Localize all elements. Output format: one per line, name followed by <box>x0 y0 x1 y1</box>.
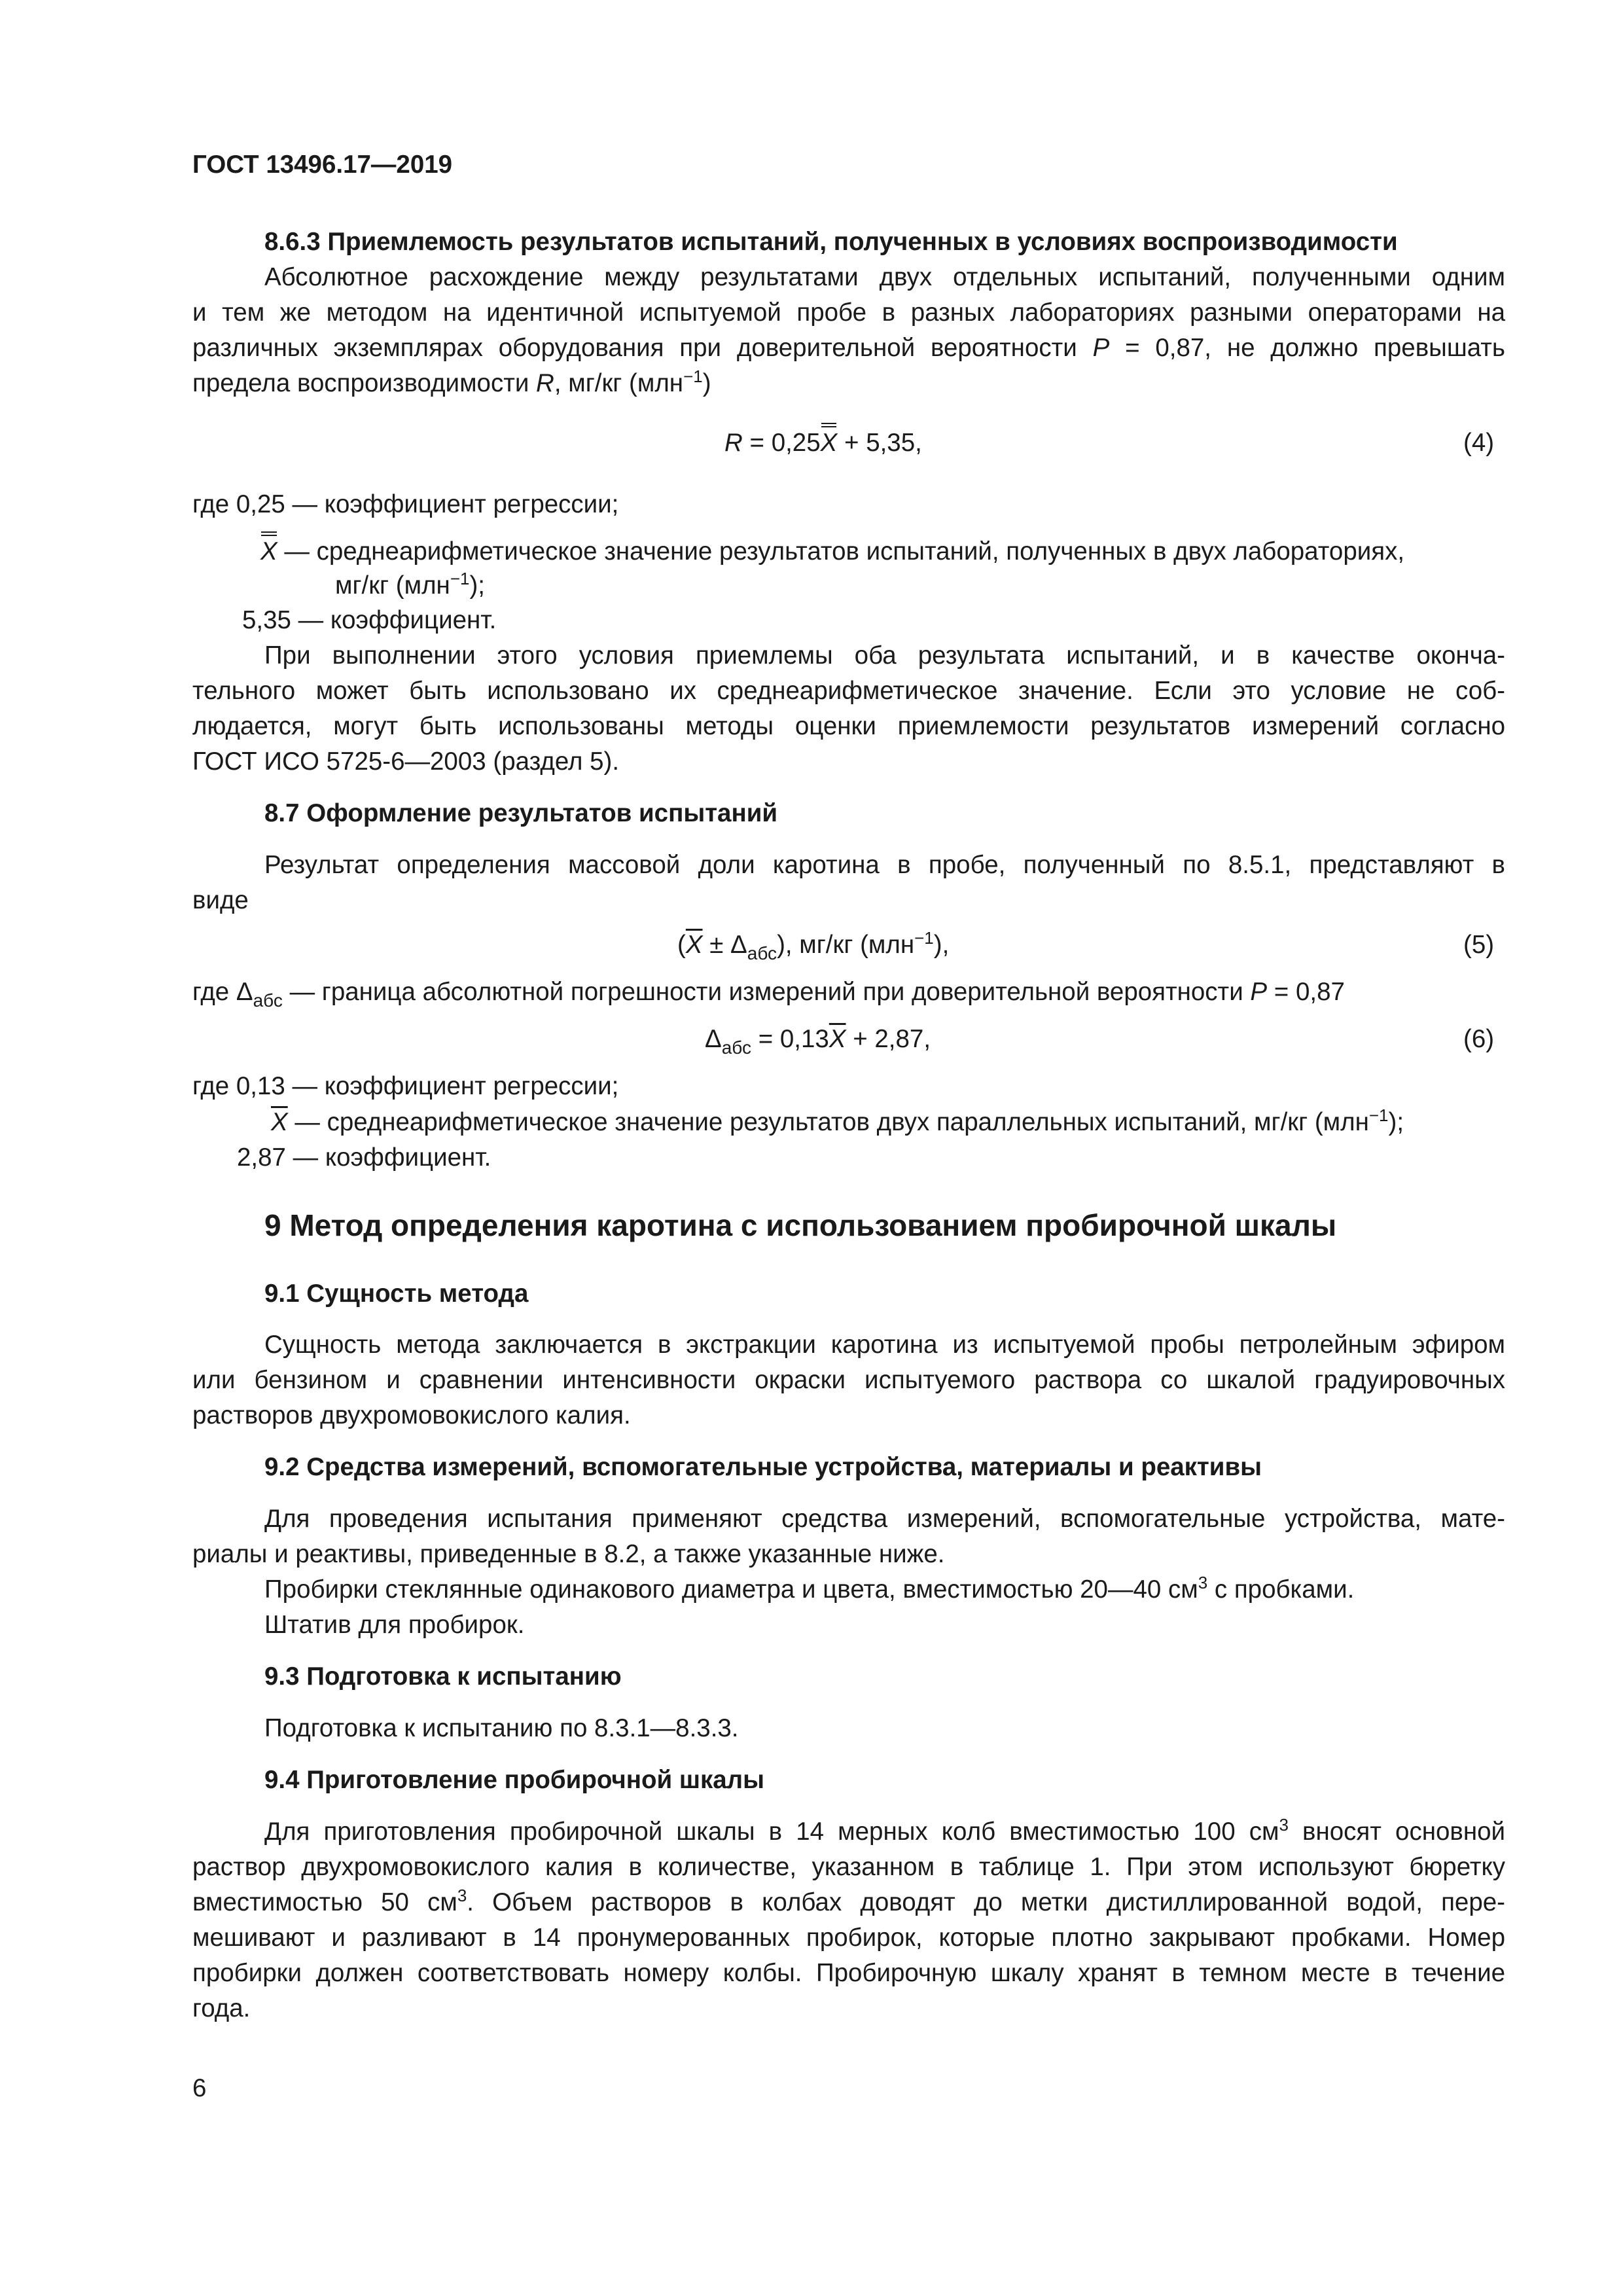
paragraph-line: или бензином и сравнении интенсивности окраски испытуемого раствора со шкалой градуировочных <box>192 1366 1505 1394</box>
paragraph-line: различных экземплярах оборудования при доверительной вероятности P = 0,87, не должно превышать <box>192 334 1505 362</box>
where-line: где 0,25 — коэффициент регрессии; <box>192 490 619 518</box>
paragraph-line: Для проведения испытания применяют средства измерений, вспомогательные устройства, мате- <box>264 1505 1505 1533</box>
paragraph-line: тельного может быть использовано их среднеарифметическое значение. Если это условие не соб- <box>192 677 1505 705</box>
paragraph-line: Абсолютное расхождение между результатами двух отдельных испытаний, полученными одним <box>264 263 1505 291</box>
paragraph-line: растворов двухромовокислого калия. <box>192 1401 631 1429</box>
where-line: $\overline{X}$ — среднеарифметическое значение результатов двух параллельных испытаний, мг/кг (млн$^{-1}$); <box>271 1105 1404 1136</box>
paragraph-line: Штатив для пробирок. <box>264 1611 525 1639</box>
section-8-7-heading: 8.7 Оформление результатов испытаний <box>264 799 778 827</box>
section-9-4-heading: 9.4 Приготовление пробирочной шкалы <box>264 1766 764 1794</box>
paragraph-line: предела воспроизводимости R, мг/кг (млн$^{-1}$) <box>192 367 711 397</box>
paragraph-line: и тем же методом на идентичной испытуемой пробе в разных лабораториях разными операторами на <box>192 298 1505 327</box>
section-9-heading: 9 Метод определения каротина с использованием пробирочной шкалы <box>264 1208 1337 1242</box>
formula-number: (6) <box>1463 1025 1495 1053</box>
section-9-1-heading: 9.1 Сущность метода <box>264 1280 529 1308</box>
paragraph-line: виде <box>192 886 249 914</box>
where-line: где 0,13 — коэффициент регрессии; <box>192 1072 619 1100</box>
paragraph-line: пробирки должен соответствовать номеру колбы. Пробирочную шкалу хранят в темном месте в течение <box>192 1959 1505 1987</box>
where-line: 5,35 — коэффициент. <box>242 606 497 634</box>
formula-6: $\Delta_{абс} = 0,13\overline{X} + 2,87$, <box>705 1025 931 1058</box>
where-line: 2,87 — коэффициент. <box>237 1143 491 1172</box>
section-8-6-3-heading: 8.6.3 Приемлемость результатов испытаний, полученных в условиях воспроизводимости <box>264 228 1398 256</box>
paragraph-line: людается, могут быть использованы методы оценки приемлемости результатов измерений согласно <box>192 712 1505 740</box>
section-9-2-heading: 9.2 Средства измерений, вспомогательные устройства, материалы и реактивы <box>264 1453 1262 1481</box>
formula-5: $(\overline{X} \pm \Delta_{абс})$, мг/кг (млн$^{-1}$), <box>677 928 950 963</box>
paragraph-line: Подготовка к испытанию по 8.3.1—8.3.3. <box>264 1714 739 1742</box>
where-line: где $\Delta_{абс}$ — граница абсолютной погрешности измерений при доверительной вероятности P = 0,87 <box>192 978 1345 1011</box>
paragraph-line: года. <box>192 1994 251 2022</box>
paragraph-line: раствор двухромовокислого калия в количестве, указанном в таблице 1. При этом используют бюретку <box>192 1853 1505 1881</box>
paragraph-line: Сущность метода заключается в экстракции каротина из испытуемой пробы петролейным эфиром <box>264 1331 1505 1359</box>
paragraph-line: При выполнении этого условия приемлемы оба результата испытаний, и в качестве оконча- <box>264 641 1505 670</box>
paragraph-line: вместимостью 50 $см^3$. Объем растворов в колбах доводят до метки дистиллированной водой, пере- <box>192 1886 1505 1916</box>
paragraph-line: риалы и реактивы, приведенные в 8.2, а также указанные ниже. <box>192 1540 945 1568</box>
formula-number: (4) <box>1463 429 1495 457</box>
formula-number: (5) <box>1463 931 1495 959</box>
page-number: 6 <box>192 2074 207 2102</box>
paragraph-line: ГОСТ ИСО 5725-6—2003 (раздел 5). <box>192 747 620 776</box>
where-line: мг/кг (млн$^{-1}$); <box>335 569 485 600</box>
paragraph-line: мешивают и разливают в 14 пронумерованных пробирок, которые плотно закрывают пробками. Номер <box>192 1924 1505 1952</box>
section-9-3-heading: 9.3 Подготовка к испытанию <box>264 1662 622 1691</box>
paragraph-line: Результат определения массовой доли каротина в пробе, полученный по 8.5.1, представляют в <box>264 851 1505 879</box>
formula-4: R = 0,25X + 5,35, <box>724 425 922 461</box>
paragraph-line: Пробирки стеклянные одинакового диаметра и цвета, вместимостью 20—40 $см^3$ с пробками. <box>264 1573 1355 1604</box>
paragraph-line: Для приготовления пробирочной шкалы в 14 мерных колб вместимостью 100 $см^3$ вносят основной <box>264 1815 1505 1846</box>
where-line: X — среднеарифметическое значение результатов испытаний, полученных в двух лабораториях, <box>260 534 1404 569</box>
standard-designation: ГОСТ 13496.17—2019 <box>192 151 453 179</box>
